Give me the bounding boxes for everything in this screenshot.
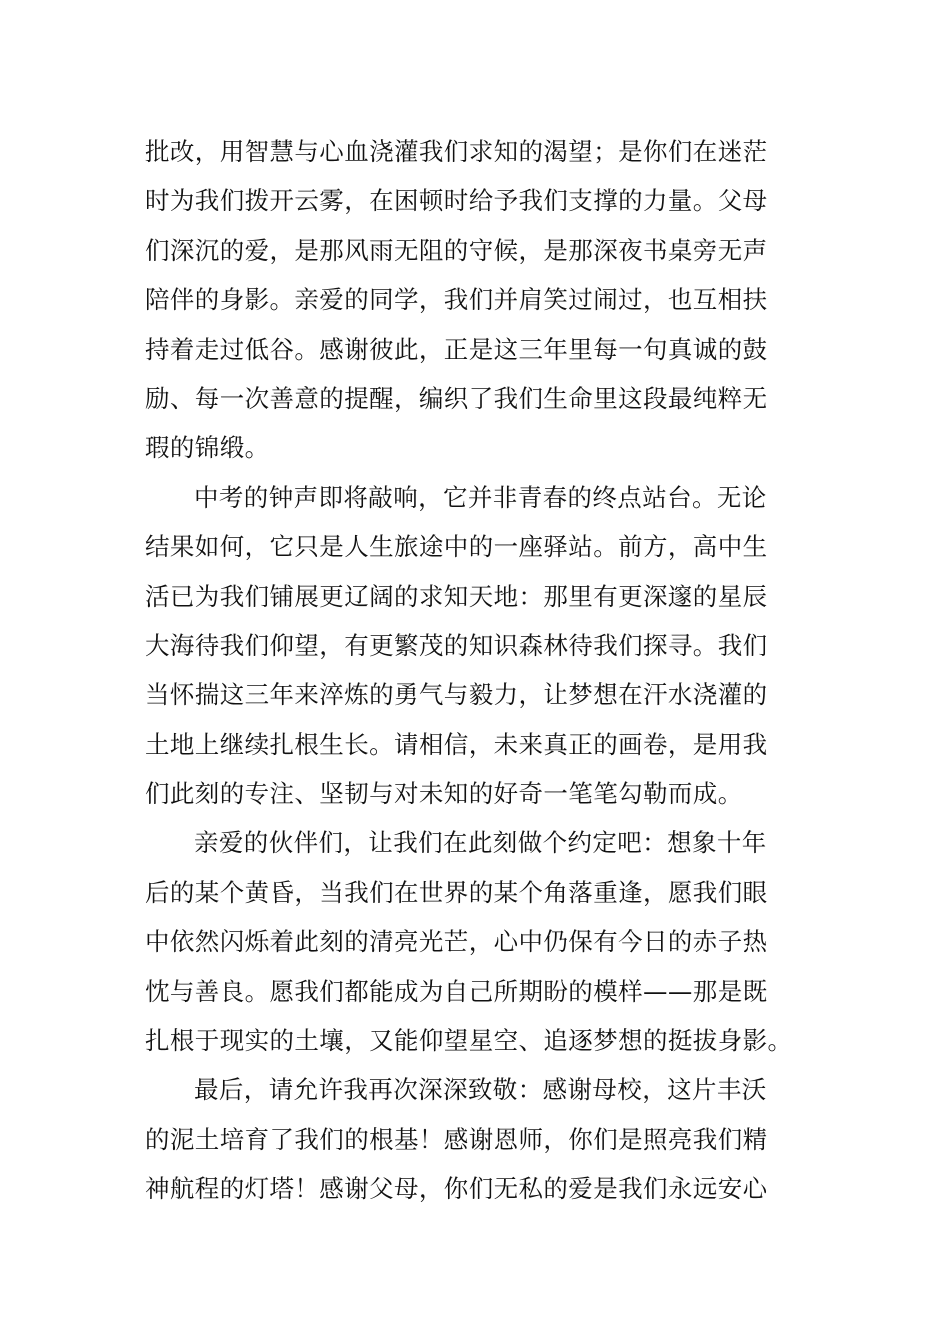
text-line: 中依然闪烁着此刻的清亮光芒，心中仍保有今日的赤子热 (145, 927, 768, 957)
text-line: 的泥土培育了我们的根基！感谢恩师，你们是照亮我们精 (145, 1124, 768, 1154)
text-line: 们此刻的专注、坚韧与对未知的好奇一笔笔勾勒而成。 (145, 779, 743, 809)
text-line: 土地上继续扎根生长。请相信，未来真正的画卷，是用我 (145, 729, 768, 759)
text-line: 励、每一次善意的提醒，编织了我们生命里这段最纯粹无 (145, 383, 768, 413)
text-line: 瑕的锦缎。 (145, 433, 270, 463)
text-line: 结果如何，它只是人生旅途中的一座驿站。前方，高中生 (145, 532, 768, 562)
text-line: 扎根于现实的土壤，又能仰望星空、追逐梦想的挺拔身影。 (145, 1026, 793, 1056)
text-line: 当怀揣这三年来淬炼的勇气与毅力，让梦想在汗水浇灌的 (145, 680, 768, 710)
text-line: 陪伴的身影。亲爱的同学，我们并肩笑过闹过，也互相扶 (145, 285, 768, 315)
body-text (145, 127, 815, 1214)
text-line: 后的某个黄昏，当我们在世界的某个角落重逢，愿我们眼 (145, 877, 768, 907)
paragraph-start-line: 亲爱的伙伴们，让我们在此刻做个约定吧：想象十年 (194, 828, 767, 858)
text-line: 持着走过低谷。感谢彼此，正是这三年里每一句真诚的鼓 (145, 334, 768, 364)
text-line: 忱与善良。愿我们都能成为自己所期盼的模样——那是既 (145, 976, 768, 1006)
text-line: 们深沉的爱，是那风雨无阻的守候，是那深夜书桌旁无声 (145, 235, 768, 265)
text-line: 活已为我们铺展更辽阔的求知天地：那里有更深邃的星辰 (145, 581, 768, 611)
text-line: 时为我们拨开云雾，在困顿时给予我们支撑的力量。父母 (145, 186, 768, 216)
text-line: 大海待我们仰望，有更繁茂的知识森林待我们探寻。我们 (145, 630, 768, 660)
paragraph-start-line: 中考的钟声即将敲响，它并非青春的终点站台。无论 (194, 482, 767, 512)
text-line: 批改，用智慧与心血浇灌我们求知的渴望；是你们在迷茫 (145, 137, 768, 166)
text-line: 神航程的灯塔！感谢父母，你们无私的爱是我们永远安心 (145, 1174, 768, 1204)
paragraph-start-line: 最后，请允许我再次深深致敬：感谢母校，这片丰沃 (194, 1075, 767, 1105)
